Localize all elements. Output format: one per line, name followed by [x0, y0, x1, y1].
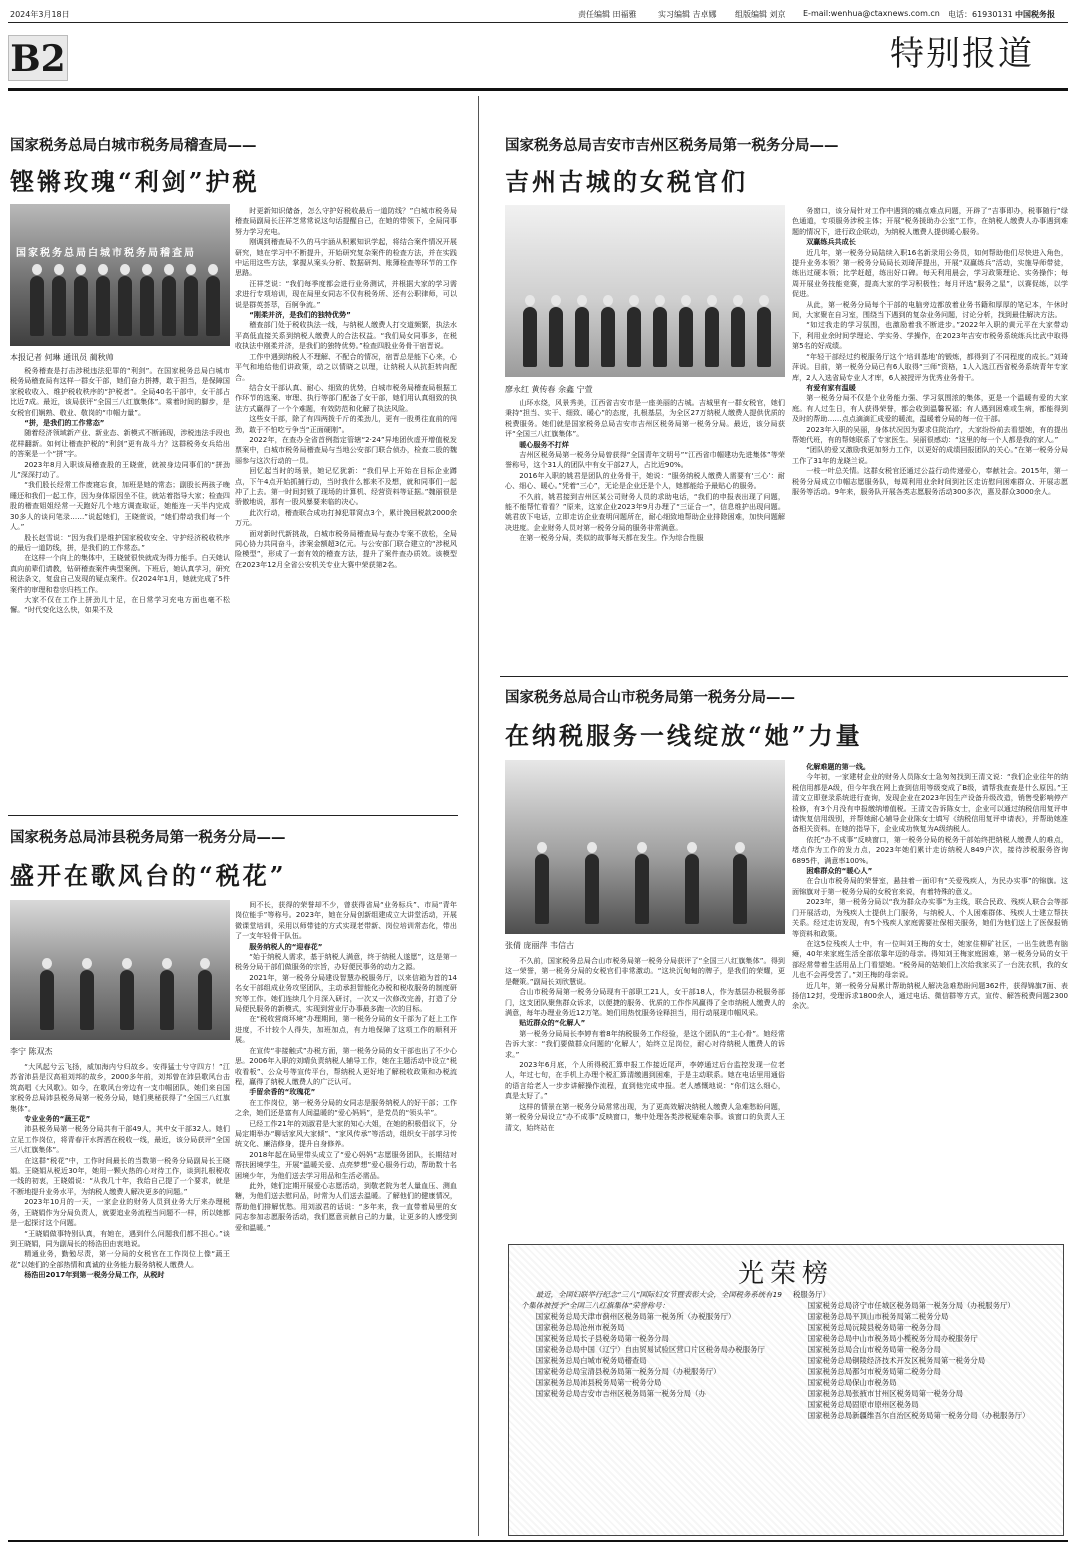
paragraph: 2018年起在局里带头成立了“爱心妈妈”志愿服务团队，长期结对帮扶困境学生，开展“温暖关爱、点亮梦想”爱心服务行动，帮助数十名困境少年，为他们送去学习用品和生活必需品。 [235, 1149, 457, 1180]
paragraph: 在这5位残疾人士中，有一位叫刘王梅的女士，她家住柳矿社区，一出生就患有脑瘫，40年来家庭生活全部依靠年迈的母亲。得知刘王梅家庭困难，第一税务分局的女干部经常带着生活用品上门看望她。“税务局的姑娘们上次给我家买了一台洗衣机，我的女儿也不会再受苦了。”刘王梅的母亲说。 [792, 938, 1068, 980]
honor-list-item: 国家税务总局长子县税务局第一税务分局 [535, 1334, 669, 1343]
article3-column-2 [792, 206, 1068, 668]
paragraph: 股长赵雪说：“因为我们是维护国家税收安全、守护经济税收秩序的最后一道防线，拼，是我们的工作常态。” [10, 532, 230, 552]
paragraph: 2023年6月底，个人所得税汇算申报工作接近尾声，李婷通过后台监控发现一位老人，年过七旬，在手机上办理个税汇算清缴遇到困难，于是主动联系。她在电话里用通俗的语言给老人一步步讲解操作流程，直到他完成申报。老人感慨地说：“你们这么细心，真是太好了。” [505, 1060, 785, 1101]
paragraph: 大家不仅在工作上拼劲儿十足，在日常学习充电方面也毫不松懈。“时代变化这么快，如果不及 [10, 594, 230, 615]
paragraph: 手留余香的“玫瑰花” [249, 1087, 316, 1097]
paragraph: “王晓娟做事特别认真，有她在，遇到什么问题我们都不担心。”谈到王晓娟，同为副局长的杨浩田由衷地说。 [10, 1228, 230, 1248]
honor-list-item: 国家税务总局沅陵县税务局第一税务分局 [807, 1323, 941, 1332]
paragraph: 专业业务的“蔬王花” [24, 1114, 91, 1124]
paragraph: 2023年入职的吴丽，身体状况因为要求住院治疗，大家纷纷前去看望她，有的提出帮她代班，有的帮她联系了专家医生。吴丽很感动：“这里的每一个人都是我的家人。” [792, 424, 1068, 444]
honor-list-item: 国家税务总局中山市税务局小榄税务分局办税服务厅 [807, 1334, 978, 1343]
article4-photo [505, 760, 785, 934]
honor-roll-box [508, 1244, 1064, 1536]
paragraph: 暖心服务不打烊 [519, 439, 569, 449]
honor-roll-title: 光荣榜 [737, 1259, 834, 1289]
honor-list-item: 国家税务总局中国（辽宁）自由贸易试验区营口片区税务局办税服务厅 [535, 1345, 765, 1354]
paper-name: 中国税务报 [1015, 10, 1055, 19]
paragraph: 第一税务分局不仅是个业务能力强、学习氛围浓的集体，更是一个温暖有爱的大家庭。有人过生日，有人获得荣誉，都会收到温馨祝福；有人遇到困难或生病，都能得到及时的帮助……点点滴滴汇成爱的暖流，温暖着分局的每一位干部。 [792, 393, 1068, 424]
article4-column-2 [792, 762, 1068, 1234]
paragraph: “如过我走的学习氛围，也激励着我不断进步。”2022年入职的黄元平在大家带动下，利用业余时间学理论、学实务、学操作，在2023年吉安市税务系统练兵比武中取得第5名的好成绩。 [792, 320, 1068, 351]
paragraph: 此次行动，稽查联合成功打掉犯罪窝点3个，累计挽回税款2000余万元。 [235, 507, 457, 528]
honor-list-item: 国家税务总局济宁市任城区税务局第一税务分局（办税服务厅） [807, 1301, 1015, 1310]
paragraph: 吉州区税务局第一税务分局曾获得“全国青年文明号”“江西省巾帼建功先进集体”等荣誉称号，这个31人的团队中有女干部27人，占比近90%。 [505, 450, 785, 470]
contact-email: E-mail:wenhua@ctaxnews.com.cn [803, 9, 940, 18]
paragraph: 时更新知识储备，怎么守护好税收最后一道防线？”白城市税务局稽查局副局长汪祥芝常常说这句话提醒自己，在她的带领下，全局同事努力学习充电。 [235, 206, 457, 236]
honor-list-item: 税服务厅） [793, 1290, 830, 1299]
article2-column-1 [10, 1062, 230, 1536]
paragraph: “始于纳税人需求，基于纳税人满意，终于纳税人遂愿”，这是第一税务分局干部们做服务的宗旨，办好便民事务的动力之源。 [235, 952, 457, 972]
editor-credit: 责任编辑 田福雅 [578, 10, 637, 19]
honor-list-item: 国家税务总局平顶山市税务局第二税务分局 [807, 1312, 949, 1321]
intern-credit: 实习编辑 吉卓娜 [658, 10, 717, 19]
paragraph: 不久前，国家税务总局合山市税务局第一税务分局获评了“全国三八红旗集体”。得到这一荣誉，第一税务分局的女税官们非常激动。“这块沉甸甸的牌子，是我们的荣耀，更是鞭策。”副局长刘欣慧说。 [505, 956, 785, 986]
paragraph: 税务稽查是打击涉税违法犯罪的“利剑”。在国家税务总局白城市税务局稽查局有这样一群女干部，她们奋力拼搏，敢于担当，是保障国家税收收入、维护税收秩序的“护税者”。全局40名干部中，女干部占比近7成。最近，该局获评“全国三八红旗集体”。乘着时间的脚步，是女税官们娴熟、敬业、敬岗的“巾帼力量”。 [10, 366, 230, 417]
paragraph: 已经工作21年的刘淑君是大家的知心大姐，在她的积极倡议下，分局定期举办“聊话家风大家倾”、“家风传承”等活动，组织女干部学习传统文化、廉洁修身，提升自身修养。 [235, 1118, 457, 1149]
paragraph: 今年初，一家建材企业的财务人员陈女士急匆匆找到王清文说：“我们企业往年的纳税信用都是A级，但今年我在网上查到信用等级变成了B级，请帮我查查是什么原因。”王清文立即登录系统进行查询，发现企业在2023年因生产设备升级改造，销售受影响停产检修，有3个月没有申报缴纳增值税。王清文告诉陈女士，企业可以通过纳税信用复评申请恢复信用级别，并帮她耐心辅导企业陈女士填写《纳税信用复评申请表》，并帮助她准备相关资料。在她的指导下，企业成功恢复为A级纳税人。 [792, 772, 1068, 834]
article3-byline: 廖永红 黄传春 余鑫 宁萱 [505, 385, 593, 394]
paragraph: 此外，她们定期开展爱心志愿活动，到敬老院为老人量血压、测血糖，为他们送去慰问品，时常为人们送去温暖。了解他们的健康情况，帮助他们排解忧愁。用刘淑君的话说：“多年来，我一直带着局里的女同志参加志愿服务活动，我们愿意贡献自己的力量，让更多的人感受到爱和温暖。” [235, 1180, 457, 1232]
article2-photo [10, 900, 230, 1040]
article4-headline: 在纳税服务一线绽放“她”力量 [505, 721, 863, 750]
paragraph: 2021年，第一税务分局建设智慧办税服务厅，以来信箱为首的14名女干部组成业务攻坚团队，主动承担智能化办税和税收服务的制度研究等工作。她们连续几个月深入研讨，一次又一次修改完善，打造了分局便民服务的新模式，实现到营业厅办事最多跑一次的目标。 [235, 972, 457, 1014]
honor-list-item: 国家税务总局固原市原州区税务局 [807, 1400, 919, 1409]
honor-list-item: 国家税务总局张掖市甘州区税务局第一税务分局 [807, 1389, 964, 1398]
article1-kicker: 国家税务总局白城市税务局稽查局—— [10, 138, 257, 154]
contact-phone: 电话：61930131 [948, 10, 1013, 19]
article4-byline: 张倩 庞丽萍 韦信古 [505, 941, 575, 950]
paragraph: 工作中遇到纳税人不理解、不配合的情况，宿晋总是能下心来，心平气和地给他们讲政策，动之以情晓之以理，让纳税人从抗拒转向配合。 [235, 351, 457, 382]
honor-list-item: 国家税务总局合山市税务局第一税务分局 [807, 1345, 941, 1354]
paragraph: 不久前，姚君接到吉州区某公司财务人员的求助电话，“我们的申报表出现了问题，能不能帮忙看看？”原来，这家企业2023年9月办理了“三证合一”，信息维护出现问题。姚君放下电话，立即走访企业查明问题所在，耐心细致地帮助企业排除困难，加快问题解决进度。企业财务人员对第一税务分局的服务非常满意。 [505, 491, 785, 532]
article4-column-1 [505, 956, 785, 1234]
paragraph: 困难群众的“暖心人” [806, 866, 873, 876]
paragraph: 近几年，第一税务分局陆续入职16名新录用公务员，如何帮助他们尽快进入角色，提升业务本领？第一税务分局局长刘琦萍提出，开展“双赢练兵”活动，实施导师带徒，练出过硬本领；比学赶超，练出好口碑。每天利用晨会，学习政策理论、实务操作；每周开展业务技能竞赛，提高大家的学习积极性；每月评选“服务之星”，以赛促练，以学促进。 [792, 247, 1068, 299]
paragraph: “大风起兮云飞扬，威加海内兮归故乡。安得猛士兮守四方！”江苏省沛县是汉高祖刘邦的故乡，2000多年前，刘邦曾在沛县歌风台击筑高唱《大风歌》。如今，在歌风台旁边有一支巾帼团队，她们来自国家税务总局沛县税务局第一税务分局，她们奥秘获得了“全国三八红旗集体”。 [10, 1062, 230, 1113]
article1-column-2 [235, 206, 457, 806]
paragraph: 在合山市税务局的荣誉室，悬挂着一面印有“关爱残疾人，为民办实事”的锦旗。这面锦旗对于第一税务分局的女税官来说，有着特殊的意义。 [792, 876, 1068, 896]
photo-banner: 国家税务总局白城市税务局稽查局 [16, 248, 196, 259]
article3-photo [505, 205, 785, 377]
paragraph: 2023年，第一税务分局以“我为群众办实事”为主线，联合民政、残疾人联合会等部门开展活动，为残疾人士提供上门服务，与纳税人、个人困难群体、残疾人士建立帮扶关系。经过走访发现，有5个残疾人家庭需要社保相关服务，她们为他们送上了医保报销等资料和政策。 [792, 897, 1068, 938]
paragraph: 精通业务，勤勉尽责，第一分局的女税官在工作岗位上像“蔬王花”以她们的全部热情和真诚的业务能力服务纳税人缴费人。 [10, 1249, 230, 1269]
paragraph: 双赢练兵共成长 [806, 237, 856, 247]
paragraph: 在这样一个向上的集体中，王晓萱很快就成为得力能手。白天她认真向前辈们请教，钻研稽查案件典型案例。下班后，她认真学习，研究税法条文，复盘自己发现的疑点案件。仅2024年1月，她就完成了5件案件的审理和卷宗归档工作。 [10, 553, 230, 594]
paragraph: 化解难题的第一线。 [806, 762, 871, 771]
honor-list-item: 国家税务总局白城市税务局稽查局 [535, 1356, 647, 1365]
paragraph: “团队的爱又激励我更加努力工作，以更好的成绩回报团队的关心。”在第一税务分局工作了31年的龙晓兰说。 [792, 445, 1068, 465]
paragraph: 山环水绕，风景秀美，江西省吉安市是一座美丽的古城。吉城里有一群女税官，她们秉持“担当、实干、细致、暖心”的态度，扎根基层，为全区27万纳税人缴费人提供优质的税费服务。她们就是国家税务总局吉安市吉州区税务局第一税务分局。最近，该分局获评“全国三八红旗集体”。 [505, 398, 785, 439]
paragraph: 刚调到稽查局不久的马宇涵从积累知识学起，将结合案件情况开展研究，她在学习中不断提升，开始研究复杂案件的检查方法，并在实践中运用这些方法，掌握从案头分析、数据研判、账簿检查等环节的工作思路。 [235, 237, 457, 278]
paragraph: 第一税务分局局长李婷有着8年纳税服务工作经验，是这个团队的“主心骨”。她经常告诉大家：“我们要做群众问题的‘化解人’，始终立足岗位，耐心对待纳税人缴费人的诉求。” [505, 1028, 785, 1059]
paragraph: 服务纳税人的“迎春花” [249, 941, 323, 951]
paragraph: 结合女干部认真、耐心、细致的优势，白城市税务局稽查局根据工作环节的选案、审理、执行等部门配备了女干部，她们用认真细致的执法方式赢得了一个个难题，有效防范和化解了执法风险。 [235, 382, 457, 413]
paragraph: 随着经济领域新产业、新业态、新模式不断涌现，涉税违法手段也花样翻新。如何让稽查护税的“利剑”更有战斗力？这群税务女兵给出的答案是一个“拼”字。 [10, 428, 230, 459]
honor-right-column [793, 1289, 1057, 1529]
paragraph: 贴近群众的“化解人” [519, 1018, 586, 1028]
paragraph: 务窗口，该分局针对工作中遇到的痛点难点问题，开辟了“吉事即办，税事随行”绿色通道，专项服务涉税主体；开展“税务援助办公室”工作，在纳税人缴费人办事遇到难题的情况下，进行政企联动，为纳税人缴费人提供暖心服务。 [792, 206, 1068, 236]
paragraph: 这些女干部，除了有四两拨千斤的柔劲儿，更有一股勇往直前的闯劲，敢于不怕吃亏争当“正面硬刚”。 [235, 414, 457, 434]
honor-list-item: 国家税务总局天津市蓟州区税务局第一税务所（办税服务厅） [535, 1312, 736, 1321]
paragraph: 间不长，获得的荣誉却不少，曾获得省局“业务标兵”、市局“青年岗位能手”等称号。2023年，她在分局创新组建成立大讲堂活动，开展微课堂培训，采用以师带徒的方式实现老带新、岗位培训常态化，带出了一支年轻骨干队伍。 [235, 900, 457, 941]
paragraph: 回忆起当时的场景，她记忆犹新：“我们早上开始在目标企业蹲点，下午4点开始抓捕行动，当时我什么都来不及想，就和同事们一起冲了上去。第一时间封锁了现场的计算机、经营资料等证据。”魏丽很是骄傲地说，那有一股风暴要来临的决心。 [235, 466, 457, 507]
article2-byline: 李宁 陈双杰 [10, 1047, 53, 1056]
paragraph: 在第一税务分局，类似的故事每天都在发生。作为综合性服 [519, 533, 704, 543]
article1-headline: 铿锵玫瑰“利剑”护税 [10, 167, 260, 196]
paragraph: 在工作岗位，第一税务分局的女同志是服务纳税人的好干部；工作之余，她们还是富有人间温暖的“爱心妈妈”，是党员的“领头羊”。 [235, 1097, 457, 1118]
article2-headline: 盛开在歌风台的“税花” [10, 861, 287, 890]
paragraph: 2016年入职的姚君是团队的业务骨干，她说：“服务纳税人缴费人需要有‘三心’：耐心、细心、暖心。”凭着“三心”，无论是企业还是个人，她都能给予最贴心的服务。 [505, 470, 785, 491]
paragraph: 汪祥芝说：“我们每季度都会进行业务测试，并根据大家的学习需求进行专项培训，现在局里女同志不仅有税务所、还有公职律师，可以说是群英荟萃，百舸争流。” [235, 278, 457, 309]
article1-column-1 [10, 366, 230, 806]
article3-headline: 吉州古城的女税官们 [505, 167, 748, 196]
paragraph: 面对新时代新挑战，白城市税务局稽查局与查办专案不放松，全局同心协力共同奋斗，涉案金额超3亿元。与公安部门联合建立的“涉税风险模型”，形成了一套有效的稽查方法，提升了案件查办质效。该模型在2023年12月全省公安机关专业大赛中荣获第2名。 [235, 528, 457, 569]
paragraph: “拼，是我们的工作常态” [24, 418, 105, 428]
paragraph: 2023年8月入职该局稽查股的王晓萱，就被身边同事们的“拼劲儿”深深打动了。 [10, 459, 230, 480]
honor-list-item: 国家税务总局沛县税务局第一税务分局 [535, 1378, 662, 1387]
article2-column-2 [235, 900, 457, 1536]
honor-left-column [521, 1289, 787, 1529]
paragraph: 在这群“税花”中，工作时间最长的当数第一税务分局副局长王晓娟。王晓娟从税近30年，她用一颗火热的心对待工作，谈到扎根税收一线的初衷，王晓娟说：“从我几十年，我给自己提了一个要求，就是不断地提升业务水平，为纳税人缴费人解决更多的问题。” [10, 1155, 230, 1196]
article4-kicker: 国家税务总局合山市税务局第一税务分局—— [505, 690, 795, 706]
paragraph: 一枝一叶总关情。这群女税官还通过公益行动传递爱心，奉献社会。2015年，第一税务分局成立巾帼志愿服务队，每周利用业余时间到社区走访慰问困难群众、开展志愿服务等活动。9年来，服务队开展各类志愿服务活动300多次，惠及群众3000余人。 [792, 466, 1068, 496]
paragraph: 杨浩田2017年到第一税务分局工作，从税时 [24, 1270, 165, 1280]
issue-date: 2024年3月18日 [10, 10, 70, 19]
paragraph: 依托“办不成事”反映窗口，第一税务分局的税务干部始终把纳税人缴费人的难点，堵点作为工作的发力点，2023年她们累计走访纳税人849户次，接待涉税服务咨询6895件，满意率100%。 [792, 834, 1068, 865]
article1-byline: 本报记者 何琳 通讯员 蔺秋帅 [10, 353, 114, 362]
honor-intro: 最近，全国妇联举行纪念“三八”国际妇女节暨表彰大会，全国税务系统有19个集体被授予“全国三八红旗集体”荣誉称号： [521, 1290, 782, 1310]
honor-list-item: 国家税务总局都匀市税务局第二税务分局 [807, 1367, 941, 1376]
paragraph: 有爱有家有温暖 [806, 382, 856, 392]
honor-list-item: 国家税务总局沧州市税务局 [535, 1323, 625, 1332]
paragraph: 这样的情景在第一税务分局常常出现，为了更高效解决纳税人缴费人急难愁盼问题，第一税务分局设立“办不成事”反映窗口，集中处理各类涉税疑难杂事。该窗口的负责人王清文，始终站在 [505, 1101, 785, 1132]
paragraph: 在宣传“非接触式”办税方面，第一税务分局的女干部也出了不少心思。2006年入职的刘晴负责纳税人辅导工作，她在主题活动中设立“税收看板”、公众号等宣传平台，帮纳税人更好地了解税收政策和办税流程，赢得了纳税人缴费人的广泛认可。 [235, 1045, 457, 1086]
paragraph: 2023年10月的一天，一家企业的财务人员到业务大厅来办理税务，王晓娟作为分局负责人，就要追业务流程当问题不一样，所以她都是一起探讨这个问题。 [10, 1197, 230, 1228]
paragraph: “我们股长经常工作废寝忘食，加班是她的常态；副股长两孩子晚睡还和我们一起工作，因为身体原因坐不住，就站着指导大家；检查四股的稽查姐姐经常一天跑好几个地方调查取证，她能连一天半内完成30多人的谈问笔录……”说起她们，王晓萱说，“她们带动我们每一个人。” [10, 480, 230, 532]
paragraph: 合山市税务局第一税务分局现有干部职工21人，女干部18人，作为基层办税服务部门，这支团队聚焦群众诉求，以便捷的服务、优质的工作作风赢得了全市纳税人缴费人的满意，每年办理业务近12万笔。她们用热忱服务诠释担当，用行动展现巾帼风采。 [505, 987, 785, 1018]
honor-list-item: 国家税务总局新疆维吾尔自治区税务局第一税务分局（办税服务厅） [807, 1411, 1030, 1420]
honor-list-item: 国家税务总局宝清县税务局第一税务分局（办税服务厅） [535, 1367, 721, 1376]
honor-list-item: 国家税务总局保山市税务局 [807, 1378, 897, 1387]
article2-kicker: 国家税务总局沛县税务局第一税务分局—— [10, 830, 286, 846]
design-credit: 组版编辑 刘京 [735, 10, 786, 19]
section-title: 特别报道 [890, 34, 1034, 74]
article1-photo [10, 204, 230, 346]
paragraph: 2022年，在查办全省首例指定管辖“2·24”异地团伙虚开增值税发票案中，白城市税务局稽查局与当地公安部门联合侦办，检查二股的魏丽参与这次行动的一员。 [235, 434, 457, 465]
paragraph: 稽查部门处于税收执法一线，与纳税人缴费人打交道频繁，执法水平高低直接关系到纳税人缴费人的合法权益。“我们局女同事多，在税收执法中刚柔并济，是我们的独特优势。”检查四股业务骨干宿晋说。 [235, 320, 457, 351]
paragraph: 近几年，第一税务分局累计帮助纳税人解决急难愁盼问题362件，获得锦旗7面、表扬信12封，受理诉求1800余人，通过电话、微信群等方式，宣传、解答税费问题2300余次。 [792, 980, 1068, 1011]
paragraph: 沛县税务局第一税务分局共有干部49人，其中女干部32人。她们立足工作岗位，将青春汗水挥洒在税收一线，最近，该分局获评“全国三八红旗集体”。 [10, 1124, 230, 1155]
honor-list-item: 国家税务总局吉安市吉州区税务局第一税务分局（办 [535, 1389, 706, 1398]
paragraph: “刚柔并济，是我们的独特优势” [249, 310, 351, 320]
paragraph: “年轻干部经过约税服务厅这个‘培训基地’的锻炼，都得到了不同程度的成长。”刘琦萍说。目前，第一税务分局已有6人取得“三师”资格，1人入选江西省税务系统青年专家库，2人入选省局专业人才库，6人被授评为优秀业务骨干。 [792, 351, 1068, 382]
paragraph: 从此，第一税务分局每个干部的电脑旁边都放着业务书籍和厚厚的笔记本，午休时间，大家聚在自习室，围绕当下遇到的复杂业务问题，讨论分析，找到最佳解决方法。 [792, 299, 1068, 320]
article3-column-1 [505, 398, 785, 668]
article3-kicker: 国家税务总局吉安市吉州区税务局第一税务分局—— [505, 138, 839, 154]
honor-list-item: 国家税务总局铜陵经济技术开发区税务局第一税务分局 [807, 1356, 986, 1365]
page-number: B2 [8, 35, 68, 81]
paragraph: 在“税收营商环境”办理期间，第一税务分局的女干部为了赶上工作进度，不计较个人得失，加班加点，有力地保障了这项工作的顺利开展。 [235, 1014, 457, 1045]
